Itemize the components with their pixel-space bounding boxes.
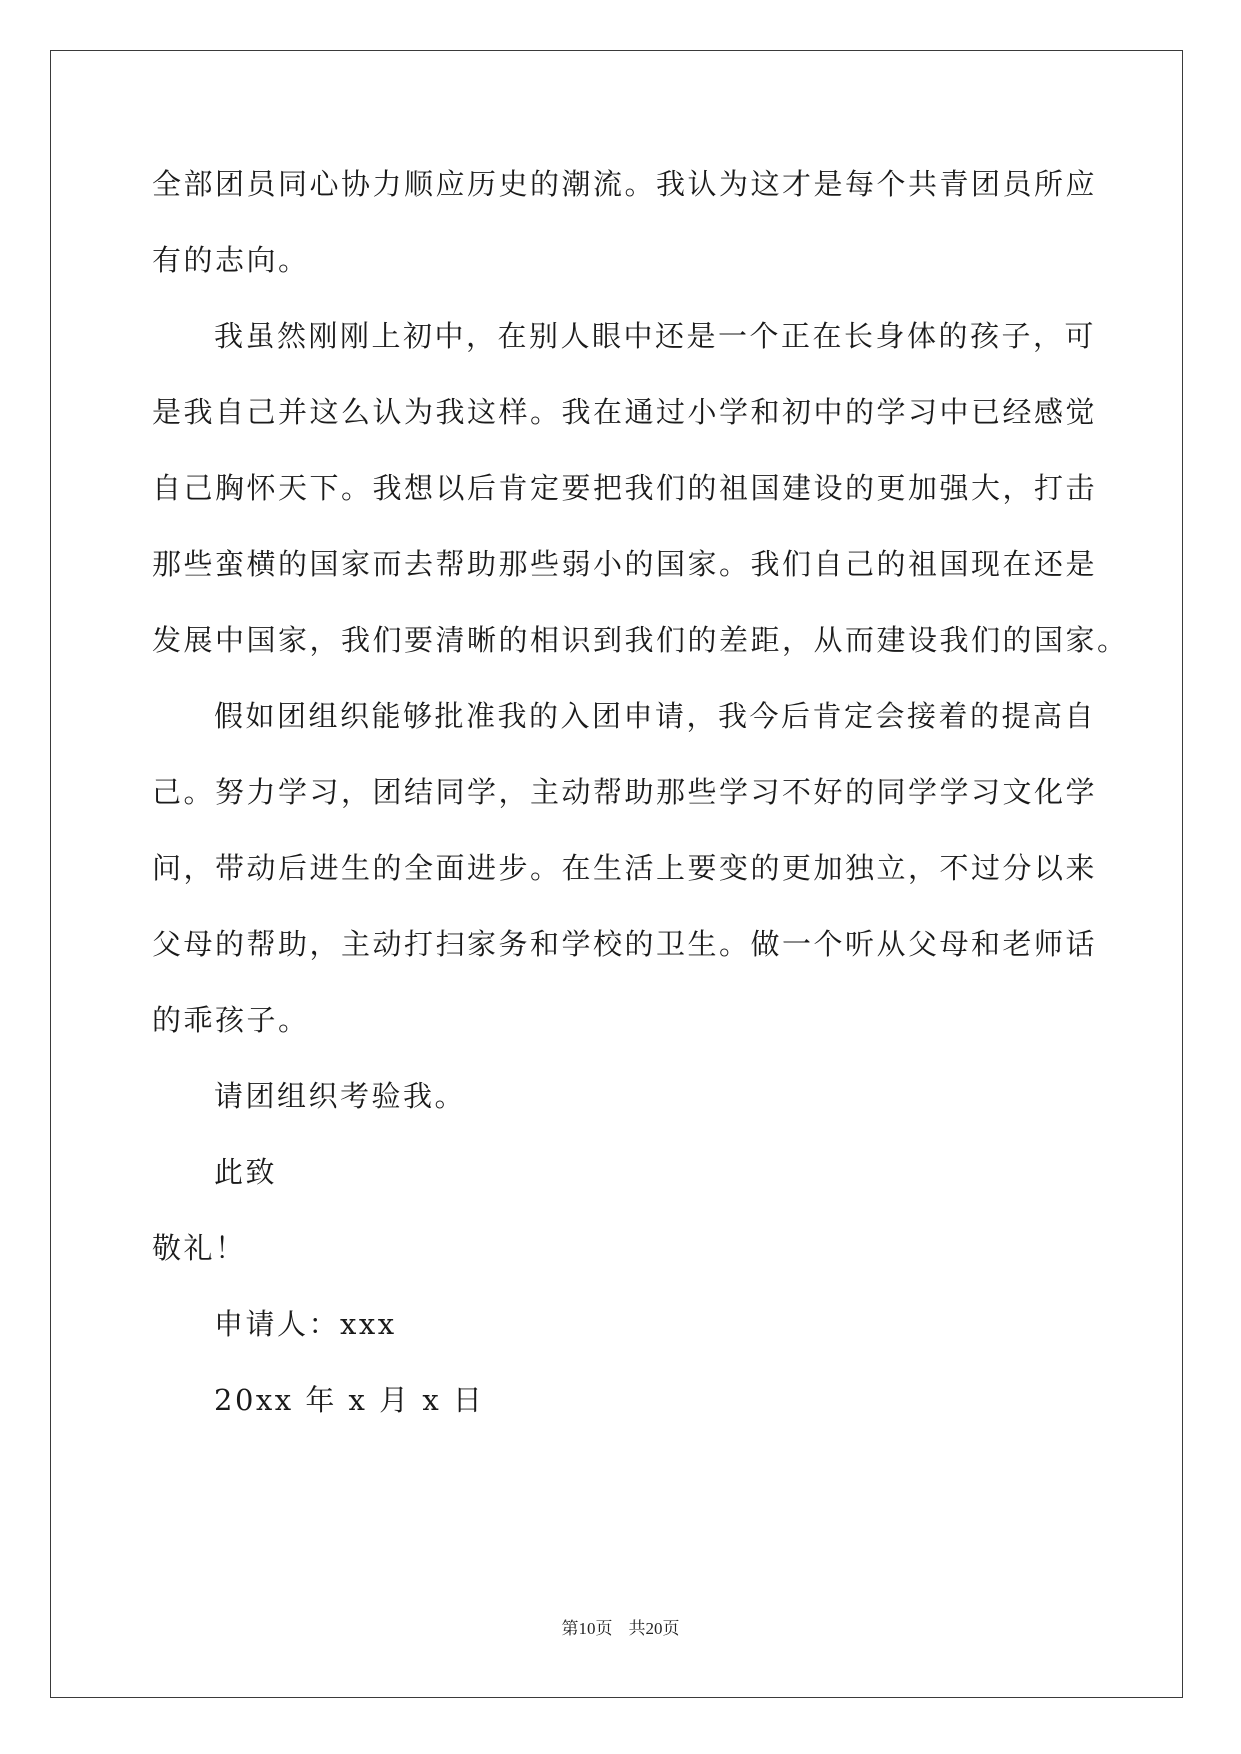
date-line: 20xx 年 x 月 x 日 <box>214 1383 485 1417</box>
closing-request: 请团组织考验我。 <box>214 1079 467 1113</box>
text-line: 假如团组织能够批准我的入团申请，我今后肯定会接着的提高自 <box>214 699 1097 733</box>
text-line: 有的志向。 <box>152 243 310 277</box>
page-number-total: 共20页 <box>628 1619 680 1638</box>
text-line: 是我自己并这么认为我这样。我在通过小学和初中的学习中已经感觉 <box>152 395 1098 429</box>
text-line: 问，带动后进生的全面进步。在生活上要变的更加独立，不过分以来 <box>152 851 1098 885</box>
salutation-regards: 敬礼！ <box>152 1231 247 1265</box>
salutation-closing: 此致 <box>214 1155 278 1189</box>
page-number-current: 第10页 <box>561 1619 613 1638</box>
page-footer <box>0 1617 1241 1641</box>
text-line: 发展中国家，我们要清晰的相识到我们的差距，从而建设我们的国家。 <box>152 623 1129 657</box>
text-line: 父母的帮助，主动打扫家务和学校的卫生。做一个听从父母和老师话 <box>152 927 1098 961</box>
text-line: 己。努力学习，团结同学，主动帮助那些学习不好的同学学习文化学 <box>152 775 1098 809</box>
text-line: 全部团员同心协力顺应历史的潮流。我认为这才是每个共青团员所应 <box>152 167 1098 201</box>
text-line: 那些蛮横的国家而去帮助那些弱小的国家。我们自己的祖国现在还是 <box>152 547 1098 581</box>
text-line: 我虽然刚刚上初中，在别人眼中还是一个正在长身体的孩子，可 <box>214 319 1097 353</box>
applicant-signature: 申请人：xxx <box>214 1307 397 1341</box>
text-line: 的乖孩子。 <box>152 1003 310 1037</box>
text-line: 自己胸怀天下。我想以后肯定要把我们的祖国建设的更加强大，打击 <box>152 471 1098 505</box>
